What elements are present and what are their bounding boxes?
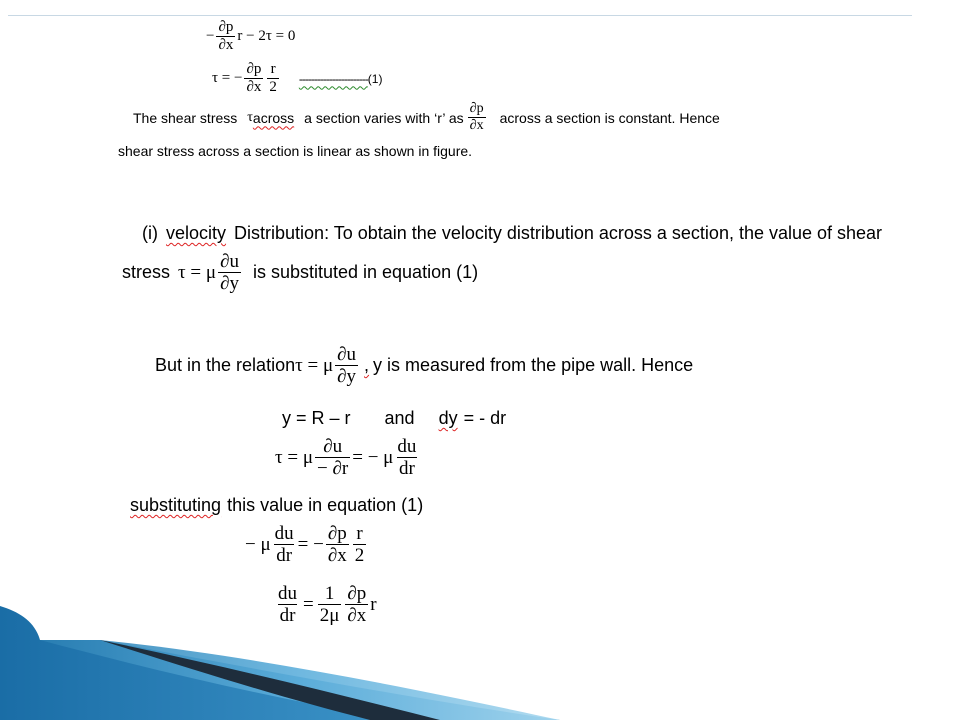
denominator: ∂x	[218, 37, 234, 53]
equation-text: = −	[297, 533, 324, 555]
conjunction: and	[384, 408, 415, 428]
r-variable: r	[370, 593, 377, 615]
denominator: 2	[354, 545, 365, 566]
numerator: ∂p	[469, 101, 484, 116]
numerator: ∂u	[337, 344, 357, 365]
numerator: ∂u	[220, 251, 239, 272]
denominator: dr	[398, 458, 415, 479]
tau-mu-symbol: τ = μ	[275, 446, 314, 468]
denominator: ∂x	[347, 605, 367, 626]
equation-rest: r − 2τ = 0	[237, 28, 296, 44]
equation-text: y = R – r	[282, 408, 351, 428]
denominator: ∂x	[246, 79, 262, 95]
text-segment: is substituted in equation (1)	[252, 262, 479, 282]
text-segment: The shear stress	[133, 109, 238, 126]
denominator: dr	[276, 545, 293, 566]
numerator: r	[356, 523, 363, 544]
tau-lhs: τ = −	[212, 70, 243, 86]
tau-mu-symbol: τ = μ	[178, 261, 217, 283]
numerator: ∂p	[246, 61, 262, 77]
tau-mu-symbol: τ = μ	[295, 354, 334, 376]
numerator: 1	[324, 583, 335, 604]
denominator: dr	[279, 605, 296, 626]
denominator: ∂y	[337, 366, 357, 387]
spellcheck-word: velocity	[166, 223, 227, 243]
text-segment: stress	[122, 262, 171, 282]
spellcheck-comma: ,	[364, 355, 370, 375]
denominator: 2	[269, 79, 277, 95]
equation-tag: (1)	[367, 71, 383, 86]
numerator: ∂u	[323, 436, 343, 457]
text-segment: Distribution: To obtain the velocity distribution across a section, the value of shear	[234, 223, 883, 243]
text-segment: y is measured from the pipe wall. Hence	[373, 355, 694, 375]
minus-sign: −	[206, 28, 215, 44]
numerator: ∂p	[327, 523, 347, 544]
text-segment: But in the relation	[155, 355, 296, 375]
equation-text: = − μ	[352, 446, 394, 468]
minus-mu: − μ	[245, 533, 271, 555]
tau-symbol: τ	[247, 109, 253, 125]
denominator: ∂y	[220, 273, 239, 294]
numerator: du	[274, 523, 294, 544]
equals-sign: =	[303, 593, 314, 615]
denominator: − ∂r	[317, 458, 349, 479]
dash-leader: -----------------------	[298, 71, 368, 86]
text-segment: this value in equation (1)	[227, 495, 424, 515]
text-segment: across a section is constant. Hence	[499, 109, 720, 126]
numerator: r	[270, 61, 276, 77]
numerator: du	[278, 583, 297, 604]
numerator: du	[397, 436, 417, 457]
denominator: ∂x	[327, 545, 347, 566]
text-segment: a section varies with ‘r’ as	[304, 109, 464, 126]
spellcheck-word: dy	[438, 408, 458, 428]
spellcheck-word: across	[252, 109, 295, 126]
spellcheck-word: substituting	[130, 495, 222, 515]
item-number: (i)	[142, 223, 158, 243]
paragraph-line: shear stress across a section is linear as shown in figure.	[118, 143, 473, 159]
numerator: ∂p	[347, 583, 367, 604]
denominator: ∂x	[469, 118, 484, 133]
numerator: ∂p	[218, 19, 234, 35]
equation-text: = - dr	[463, 408, 507, 428]
denominator: 2μ	[319, 605, 340, 626]
